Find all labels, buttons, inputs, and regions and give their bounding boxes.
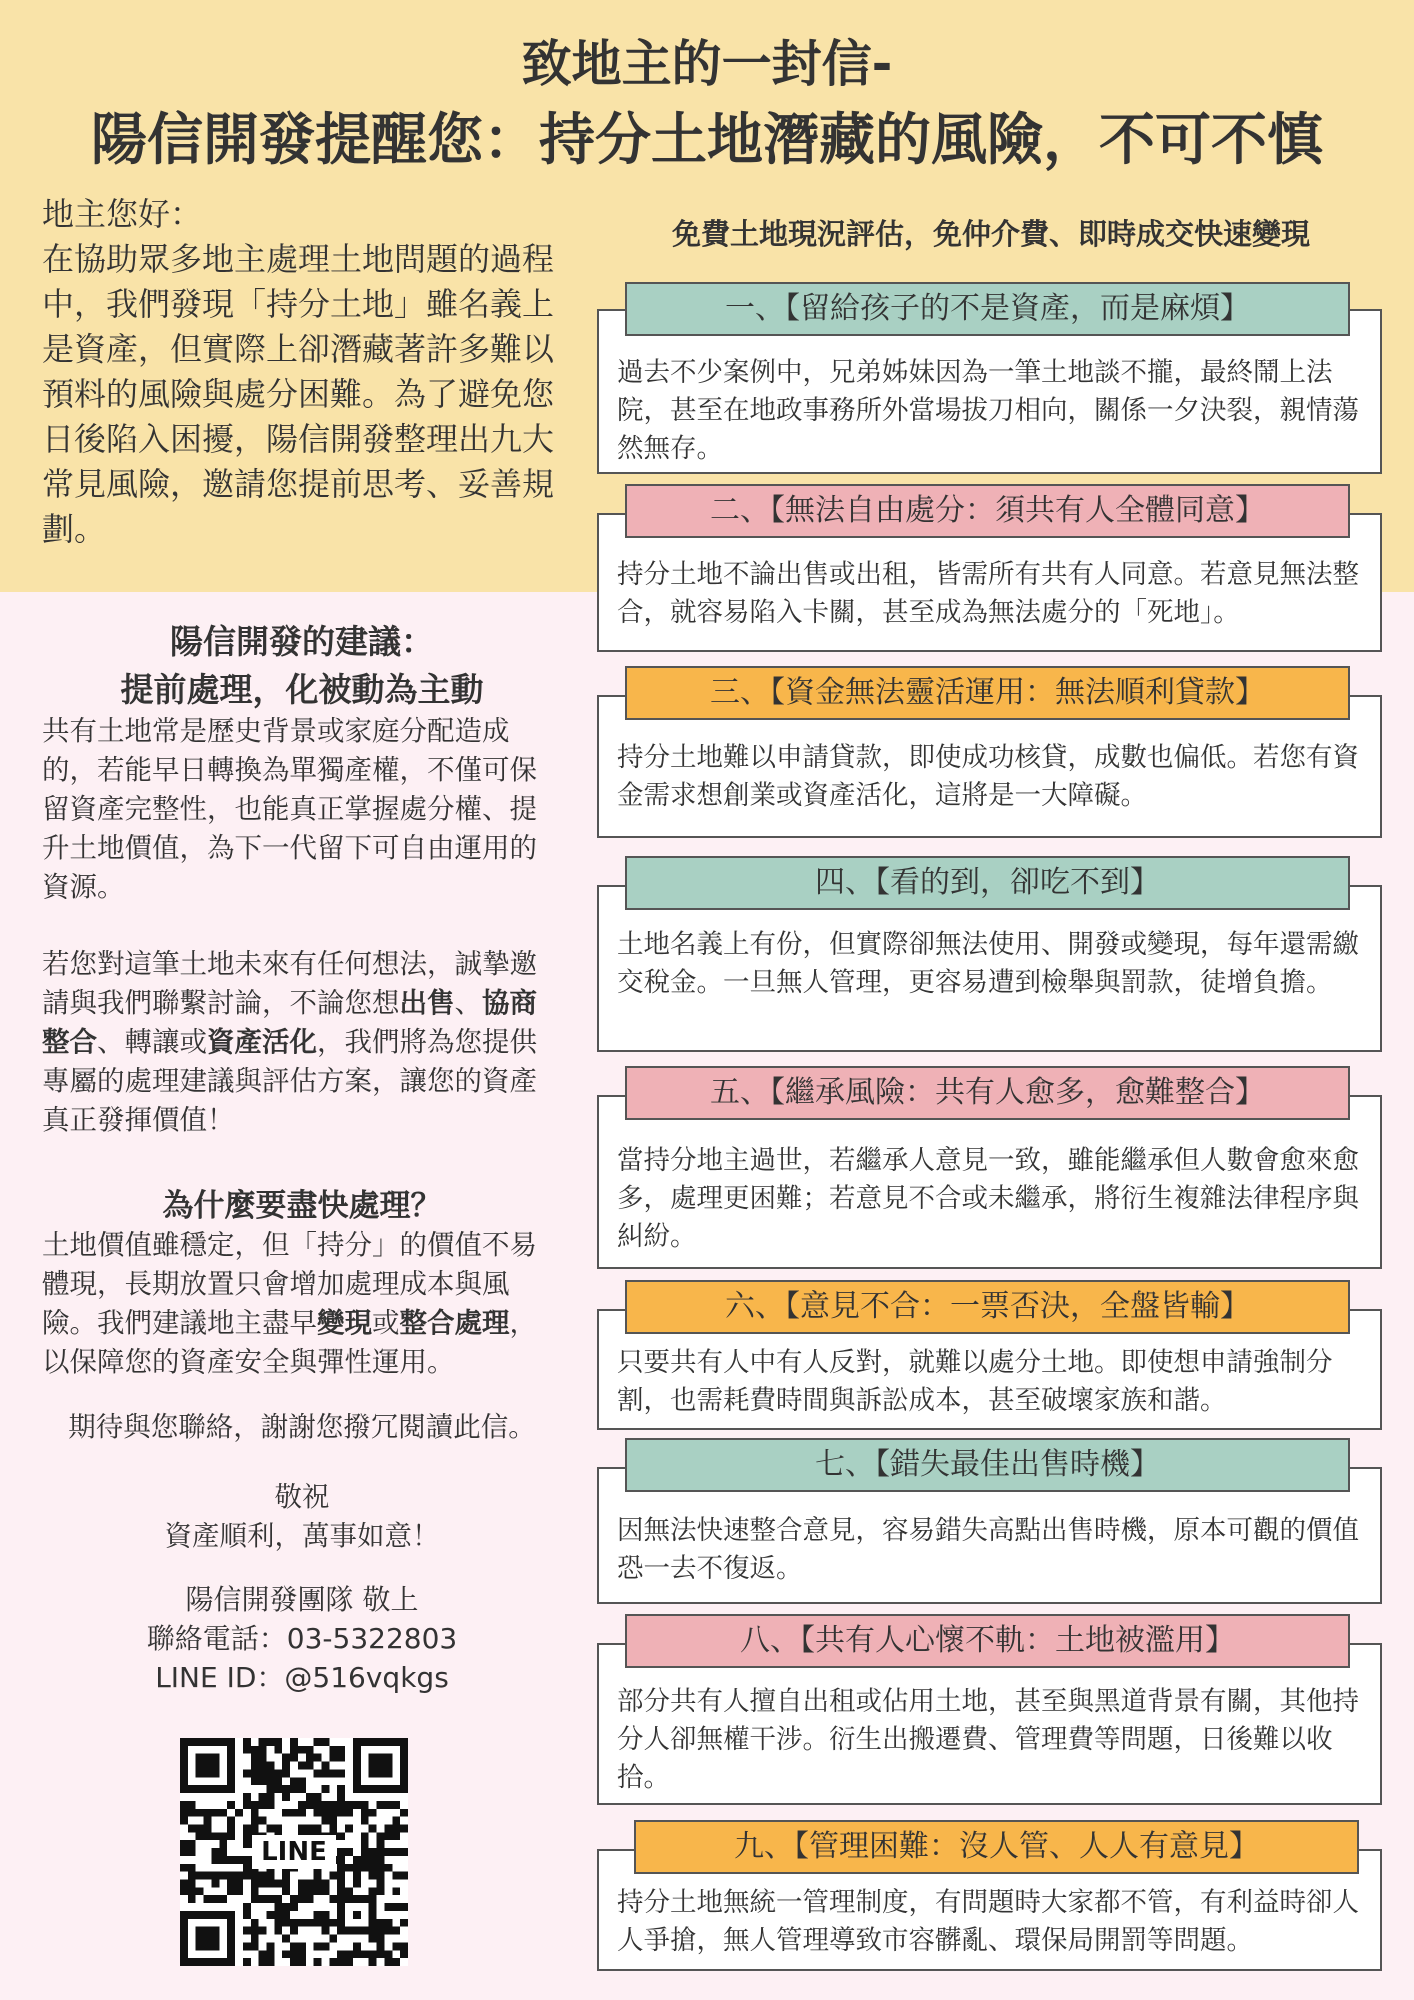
- intro-paragraph: 在協助眾多地主處理土地問題的過程中，我們發現「持分土地」雖名義上是資產，但實際上卻潛藏著許多難以預料的風險與處分困難。為了避免您日後陷入困擾，陽信開發整理出九大常見風險，邀請您提前思考、妥善規劃。: [42, 240, 555, 548]
- risk-description: 持分土地無統一管理制度，有問題時大家都不管，有利益時卻人人爭搶，無人管理導致市容髒亂、環保局開罰等問題。: [617, 1887, 1359, 1956]
- risk-description: 持分土地難以申請貸款，即使成功核貸，成數也偏低。若您有資金需求想創業或資產活化，這將是一大障礙。: [617, 742, 1359, 811]
- risk-description: 過去不少案例中，兄弟姊妹因為一筆土地談不攏，最終鬧上法院，甚至在地政事務所外當場拔刀相向，關係一夕決裂，親情蕩然無存。: [617, 357, 1359, 464]
- risk-label-management: 九、【管理困難：沒人管、人人有意見】: [634, 1820, 1359, 1874]
- risk-description: 因無法快速整合意見，容易錯失高點出售時機，原本可觀的價值恐一去不復返。: [617, 1515, 1359, 1584]
- regards: [42, 1478, 562, 1556]
- emphasis-sell: 出售: [399, 987, 455, 1019]
- risk-label-inheritance-burden: 一、【留給孩子的不是資產，而是麻煩】: [625, 282, 1350, 336]
- intro-section: [42, 192, 562, 552]
- risk-label-no-loan: 三、【資金無法靈活運用：無法順利貸款】: [625, 666, 1350, 720]
- contact-phone[interactable]: 聯絡電話：03-5322803: [146, 1622, 458, 1655]
- letter-title: 致地主的一封信-: [521, 35, 893, 93]
- emphasis-cash: 變現: [317, 1307, 372, 1339]
- risk-label-unusable-land: 四、【看的到，卻吃不到】: [625, 856, 1350, 910]
- risk-label-unanimous-consent: 二、【無法自由處分：須共有人全體同意】: [625, 484, 1350, 538]
- right-heading: 免費土地現況評估，免仲介費、即時成交快速變現: [671, 217, 1310, 251]
- suggestion-subtitle: 提前處理，化被動為主動: [120, 670, 484, 709]
- letter-subtitle: 陽信開發提醒您：持分土地潛藏的風險，不可不慎: [91, 108, 1323, 173]
- line-qr-code[interactable]: [180, 1738, 408, 1966]
- risk-description: 只要共有人中有人反對，就難以處分土地。即使想申請強制分割，也需耗費時間與訴訟成本，甚至破壞家族和諧。: [617, 1347, 1333, 1416]
- signature: [42, 1580, 562, 1697]
- risk-label-inheritance-risk: 五、【繼承風險：共有人愈多，愈難整合】: [625, 1066, 1350, 1120]
- risk-card-unusable-land: [597, 885, 1382, 1052]
- risk-label-missed-timing: 七、【錯失最佳出售時機】: [625, 1438, 1350, 1492]
- qr-line-label: LINE: [252, 1835, 336, 1869]
- line-id[interactable]: LINE ID：@516vqkgs: [155, 1661, 449, 1694]
- risk-label-abuse: 八、【共有人心懷不軌：土地被濫用】: [625, 1614, 1350, 1668]
- why-paragraph: 土地價值雖穩定，但「持分」的價值不易體現，長期放置只會增加處理成本與風險。我們建議地主盡早變現或整合處理，以保障您的資產安全與彈性運用。: [42, 1229, 537, 1378]
- signature-team: 陽信開發團隊 敬上: [185, 1583, 419, 1616]
- risk-label-veto: 六、【意見不合：一票否決，全盤皆輸】: [625, 1280, 1350, 1334]
- suggestion-paragraph-1: 共有土地常是歷史背景或家庭分配造成的，若能早日轉換為單獨產權，不僅可保留資產完整性，也能真正掌握處分權、提升土地價值，為下一代留下可自由運用的資源。: [42, 715, 537, 903]
- suggestion-paragraph-2: 若您對這筆土地未來有任何想法，誠摯邀請與我們聯繫討論，不論您想出售、協商整合、轉讓或資產活化，我們將為您提供專屬的處理建議與評估方案，讓您的資產真正發揮價值！: [42, 948, 537, 1136]
- why-heading: 為什麼要盡快處理？: [162, 1188, 442, 1224]
- risk-description: 持分土地不論出售或出租，皆需所有共有人同意。若意見無法整合，就容易陷入卡關，甚至成為無法處分的「死地」。: [617, 559, 1359, 628]
- regards-line-1: 敬祝: [274, 1481, 330, 1513]
- emphasis-activate: 資產活化: [207, 1026, 317, 1058]
- regards-line-2: 資產順利，萬事如意！: [164, 1520, 440, 1552]
- risk-description: 部分共有人擅自出租或佔用土地，甚至與黑道背景有關，其他持分人卻無權干涉。衍生出搬遷費、管理費等問題，日後難以收拾。: [617, 1686, 1359, 1793]
- closing-line: 期待與您聯絡，謝謝您撥冗閱讀此信。: [68, 1411, 536, 1443]
- emphasis-integrate: 整合處理: [399, 1307, 510, 1339]
- risk-description: 土地名義上有份，但實際卻無法使用、開發或變現，每年還需繳交稅金。一旦無人管理，更容易遭到檢舉與罰款，徒增負擔。: [617, 929, 1359, 998]
- greeting: 地主您好：: [42, 195, 203, 233]
- suggestion-title: 陽信開發的建議：: [170, 622, 434, 661]
- emphasis-negotiate: 協商整合: [42, 987, 537, 1058]
- risk-description: 當持分地主過世，若繼承人意見一致，雖能繼承但人數會愈來愈多，處理更困難；若意見不合或未繼承，將衍生複雜法律程序與糾紛。: [617, 1145, 1359, 1252]
- suggestion-heading: [42, 618, 562, 714]
- risk-card-inheritance-risk: [597, 1095, 1382, 1269]
